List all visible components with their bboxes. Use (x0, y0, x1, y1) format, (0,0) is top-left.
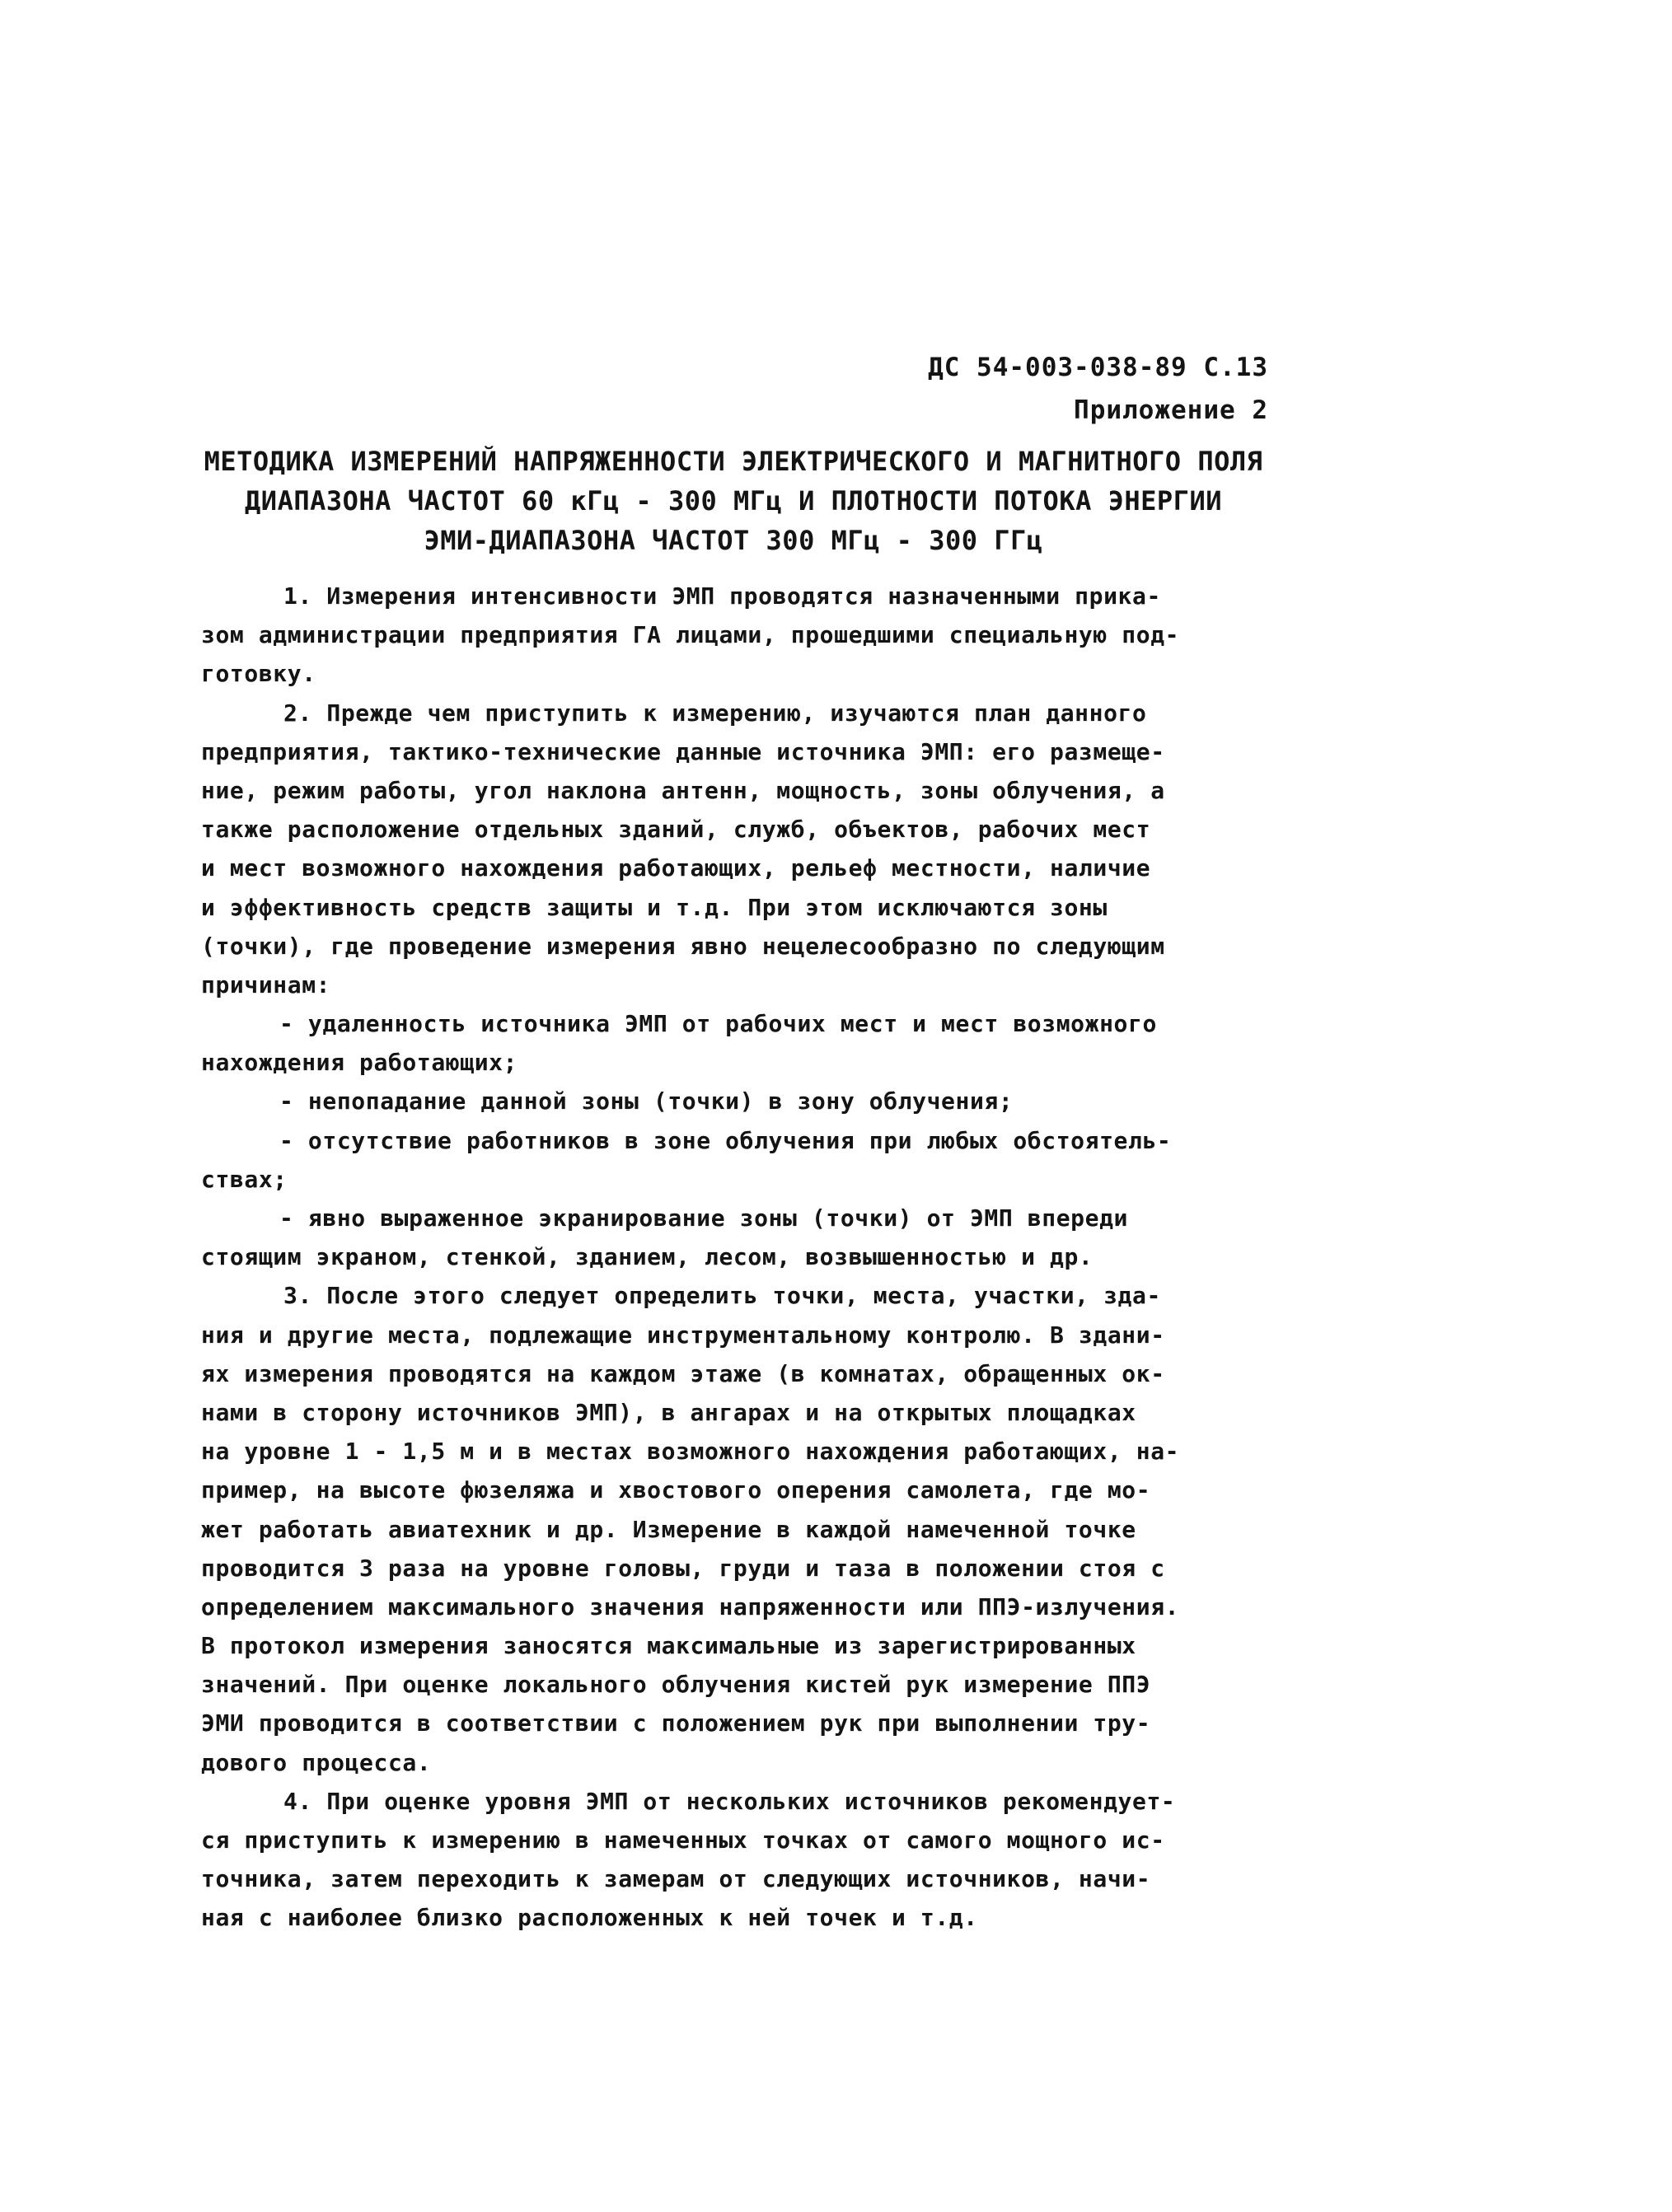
paragraph-line: 4. При оценке уровня ЭМП от нескольких источников рекомендует- (283, 1787, 1176, 1815)
document-body (201, 577, 1289, 1938)
paragraph-line: ствах; (201, 1165, 288, 1193)
paragraph-line: В протокол измерения заносятся максимальные из зарегистрированных (201, 1632, 1136, 1660)
paragraph-line: также расположение отдельных зданий, служб, объектов, рабочих мест (201, 816, 1151, 844)
paragraph-line: (точки), где проведение измерения явно нецелесообразно по следующим (201, 932, 1165, 960)
paragraph-line: 3. После этого следует определить точки, места, участки, зда- (283, 1282, 1161, 1310)
paragraph-line: точника, затем переходить к замерам от следующих источников, начи- (201, 1865, 1151, 1893)
list-item: - явно выраженное экранирование зоны (точки) от ЭМП впереди (279, 1204, 1128, 1232)
paragraph-line: зом администрации предприятия ГА лицами, прошедшими специальную под- (201, 621, 1180, 649)
paragraph-line: и эффективность средств защиты и т.д. При этом исключаются зоны (201, 893, 1108, 921)
paragraph-line: стоящим экраном, стенкой, зданием, лесом, возвышенностью и др. (201, 1243, 1094, 1271)
paragraph-line: на уровне 1 - 1,5 м и в местах возможного нахождения работающих, на- (201, 1438, 1180, 1466)
paragraph-line: определением максимального значения напряженности или ППЭ-излучения. (201, 1592, 1180, 1620)
list-item: - непопадание данной зоны (точки) в зону облучения; (279, 1087, 1014, 1115)
appendix-label: Приложение 2 (1074, 395, 1268, 425)
title-line: МЕТОДИКА ИЗМЕРЕНИЙ НАПРЯЖЕННОСТИ ЭЛЕКТРИЧЕСКОГО И МАГНИТНОГО ПОЛЯ (204, 446, 1263, 477)
document-title (190, 442, 1277, 560)
paragraph-line: ся приступить к измерению в намеченных точках от самого мощного ис- (201, 1826, 1165, 1854)
paragraph-line: ния и другие места, подлежащие инструментальному контролю. В здани- (201, 1321, 1165, 1349)
paragraph-line: и мест возможного нахождения работающих, рельеф местности, наличие (201, 854, 1151, 882)
paragraph-line: 1. Измерения интенсивности ЭМП проводятся назначенными прика- (283, 582, 1161, 610)
title-line: ЭМИ-ДИАПАЗОНА ЧАСТОТ 300 МГц - 300 ГГц (424, 525, 1043, 556)
paragraph-line: ние, режим работы, угол наклона антенн, мощность, зоны облучения, а (201, 776, 1165, 804)
paragraph-line: ная с наиболее близко расположенных к ней точек и т.д. (201, 1904, 978, 1932)
paragraph-line: проводится 3 раза на уровне головы, груди и таза в положении стоя с (201, 1554, 1165, 1582)
paragraph-line: дового процесса. (201, 1748, 432, 1776)
paragraph-line: значений. При оценке локального облучения кистей рук измерение ППЭ (201, 1671, 1151, 1699)
paragraph-line: предприятия, тактико-технические данные источника ЭМП: его размеще- (201, 737, 1165, 765)
paragraph-line: нахождения работающих; (201, 1049, 518, 1077)
paragraph-line: нами в сторону источников ЭМП), в ангарах и на открытых площадках (201, 1398, 1136, 1426)
paragraph-line: ЭМИ проводится в соответствии с положением рук при выполнении тру- (201, 1709, 1151, 1737)
list-item: - отсутствие работников в зоне облучения при любых обстоятель- (279, 1126, 1172, 1154)
paragraph-line: 2. Прежде чем приступить к измерению, изучаются план данного (283, 699, 1147, 727)
list-item: - удаленность источника ЭМП от рабочих мест и мест возможного (279, 1010, 1157, 1038)
paragraph-line: жет работать авиатехник и др. Измерение в каждой намеченной точке (201, 1515, 1136, 1543)
paragraph-line: ях измерения проводятся на каждом этаже (в комнатах, обращенных ок- (201, 1359, 1165, 1387)
title-line: ДИАПАЗОНА ЧАСТОТ 60 кГц - 300 МГц И ПЛОТНОСТИ ПОТОКА ЭНЕРГИИ (245, 485, 1222, 517)
paragraph-line: пример, на высоте фюзеляжа и хвостового оперения самолета, где мо- (201, 1476, 1151, 1504)
paragraph-line: причинам: (201, 970, 331, 998)
paragraph-line: готовку. (201, 660, 316, 688)
document-code: ДС 54-003-038-89 С.13 (928, 353, 1268, 382)
